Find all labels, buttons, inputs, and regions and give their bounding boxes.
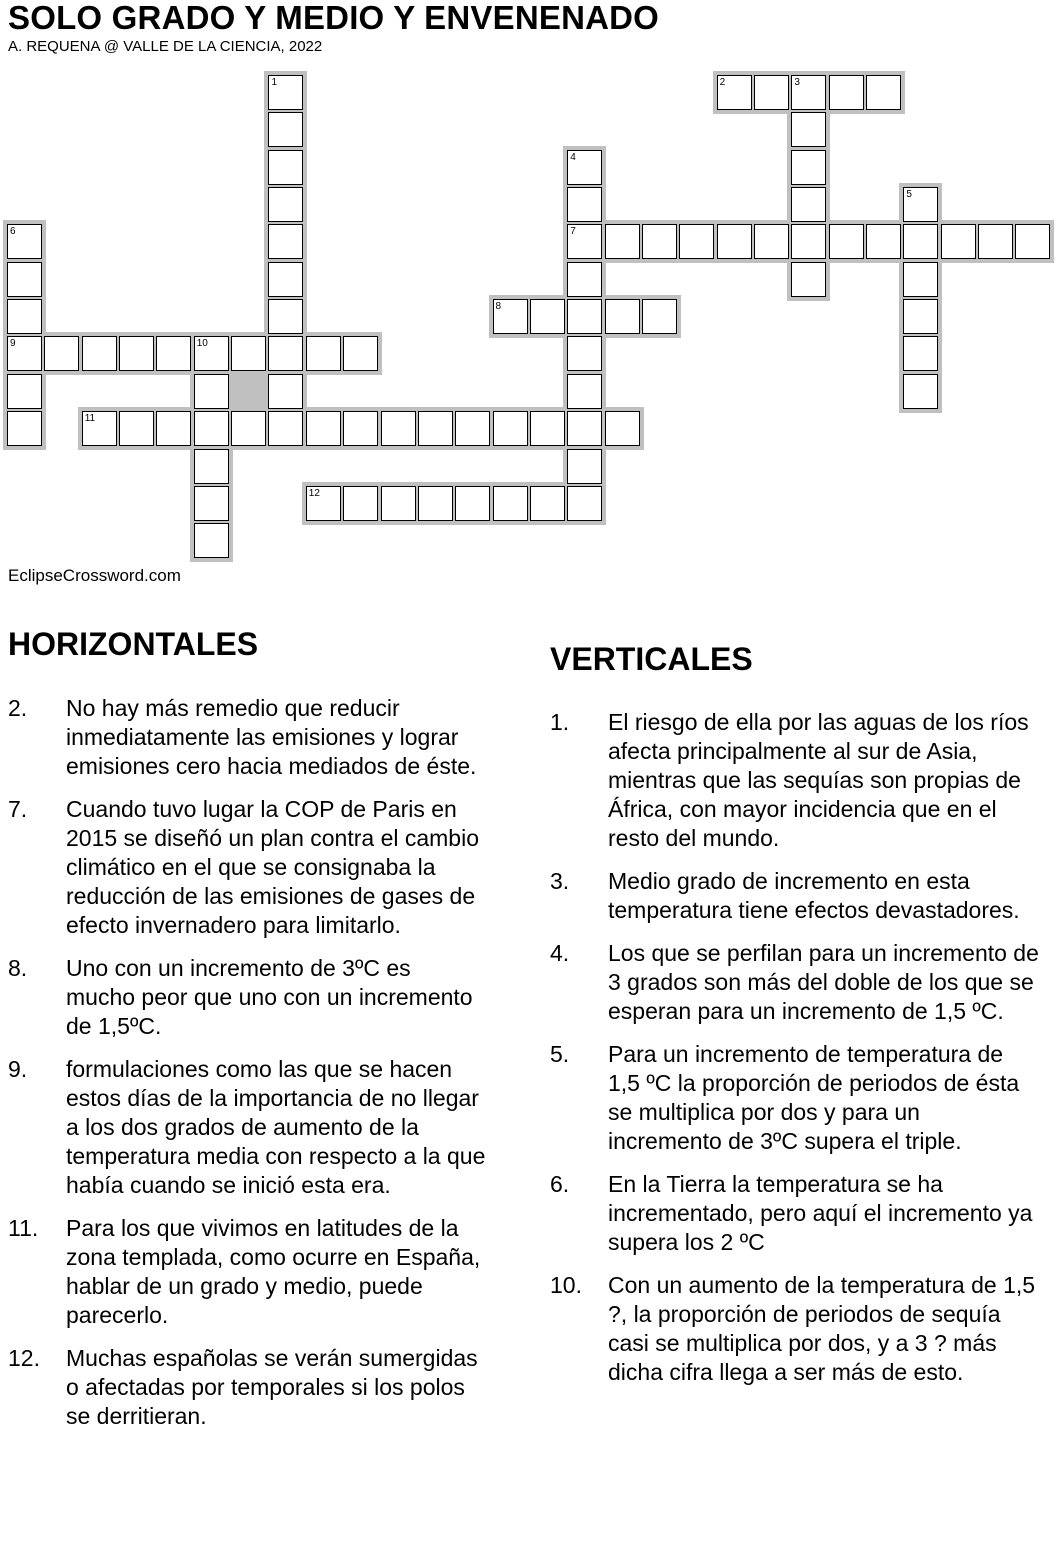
author-credit: A. REQUENA @ VALLE DE LA CIENCIA, 2022: [8, 38, 323, 55]
grid-cell[interactable]: [642, 299, 677, 334]
grid-cell[interactable]: [903, 299, 938, 334]
grid-cell[interactable]: [791, 224, 826, 259]
grid-cell[interactable]: [679, 224, 714, 259]
grid-cell[interactable]: [567, 150, 602, 185]
grid-cell[interactable]: [231, 336, 266, 371]
grid-cell[interactable]: [268, 75, 303, 110]
grid-cell[interactable]: [194, 523, 229, 558]
grid-cell[interactable]: [381, 411, 416, 446]
clue-across: [8, 1344, 486, 1431]
cell-number: 2: [719, 77, 726, 88]
grid-cell[interactable]: [44, 336, 79, 371]
clue-number: 4.: [550, 940, 570, 966]
cell-number: 8: [495, 301, 502, 313]
grid-cell[interactable]: [194, 449, 229, 484]
grid-cell[interactable]: [268, 187, 303, 222]
page-title: SOLO GRADO Y MEDIO Y ENVENENADO: [8, 0, 660, 36]
grid-cell[interactable]: [941, 224, 976, 259]
grid-cell[interactable]: [717, 224, 752, 259]
grid-cell[interactable]: [82, 336, 117, 371]
grid-cell[interactable]: [791, 112, 826, 147]
grid-cell[interactable]: [268, 112, 303, 147]
clue-text: No hay más remedio que reducir inmediatamente las emisiones y lograr emisiones cero hacia mediados de éste.: [66, 695, 477, 779]
clue-text: Medio grado de incremento en esta temperatura tiene efectos devastadores.: [608, 868, 1020, 923]
grid-cell[interactable]: [530, 486, 565, 521]
cell-number: 10: [196, 338, 208, 350]
cell-number: 9: [10, 338, 16, 350]
grid-cell[interactable]: [903, 224, 938, 259]
grid-cell[interactable]: [567, 411, 602, 446]
grid-cell[interactable]: [567, 224, 602, 259]
clue-text: Para los que vivimos en latitudes de la zona templada, como ocurre en España, hablar de un grado y medio, puede parecerlo.: [66, 1215, 481, 1328]
grid-cell[interactable]: [791, 150, 826, 185]
clue-number: 9.: [8, 1056, 28, 1082]
grid-cell[interactable]: [7, 336, 42, 371]
clue-number: 6.: [550, 1171, 570, 1197]
cell-number: 4: [570, 151, 576, 163]
grid-cell[interactable]: [156, 411, 191, 446]
crossword-grid: [0, 0, 1058, 570]
grid-cell[interactable]: [493, 299, 528, 334]
grid-cell[interactable]: [7, 411, 42, 446]
cell-number: 1: [271, 77, 277, 88]
grid-cell[interactable]: [978, 224, 1013, 259]
clue-down: [550, 1040, 1040, 1156]
horizontales-clue-list: [8, 694, 486, 1445]
grid-cell[interactable]: [754, 75, 789, 110]
grid-cell[interactable]: [455, 486, 490, 521]
clue-across: [8, 1214, 486, 1330]
clue-across: [8, 795, 486, 940]
grid-cell[interactable]: [866, 75, 901, 110]
grid-cell[interactable]: [343, 336, 378, 371]
cell-number: 6: [10, 226, 16, 238]
grid-cell[interactable]: [605, 224, 640, 259]
grid-cell[interactable]: [7, 224, 42, 259]
grid-cell[interactable]: [268, 374, 303, 409]
grid-cell[interactable]: [119, 336, 154, 371]
grid-cell[interactable]: [829, 224, 864, 259]
clue-down: [550, 1170, 1040, 1257]
grid-cell[interactable]: [343, 486, 378, 521]
clue-text: El riesgo de ella por las aguas de los ríos afecta principalmente al sur de Asia, mientras que las sequías son propias de África, con mayor incidencia que en el resto del mundo.: [608, 709, 1029, 851]
grid-cell[interactable]: [605, 411, 640, 446]
grid-cell[interactable]: [268, 411, 303, 446]
grid-cell[interactable]: [567, 187, 602, 222]
grid-cell[interactable]: [268, 262, 303, 297]
grid-cell[interactable]: [7, 262, 42, 297]
grid-cell[interactable]: [567, 486, 602, 521]
grid-cell[interactable]: [306, 411, 341, 446]
horizontales-heading: HORIZONTALES: [8, 626, 259, 662]
grid-cell[interactable]: [268, 224, 303, 259]
grid-cell[interactable]: [754, 224, 789, 259]
grid-cell[interactable]: [903, 187, 938, 222]
cell-number: 3: [794, 77, 800, 88]
grid-cell[interactable]: [194, 374, 229, 409]
clue-text: Cuando tuvo lugar la COP de Paris en 2015 se diseñó un plan contra el cambio climático en el que se consignaba la reducción de las emisiones de gases de efecto invernadero para limitarlo.: [66, 796, 480, 938]
grid-cell[interactable]: [567, 449, 602, 484]
grid-cell[interactable]: [791, 75, 826, 110]
grid-cell[interactable]: [268, 336, 303, 371]
clue-down: [550, 1271, 1040, 1387]
site-credit: EclipseCrossword.com: [8, 566, 181, 585]
grid-cell[interactable]: [567, 262, 602, 297]
grid-cell[interactable]: [493, 486, 528, 521]
grid-cell[interactable]: [493, 411, 528, 446]
grid-cell[interactable]: [567, 374, 602, 409]
grid-cell[interactable]: [605, 299, 640, 334]
clue-number: 2.: [8, 695, 28, 721]
grid-cell[interactable]: [306, 486, 341, 521]
grid-cell[interactable]: [156, 336, 191, 371]
grid-cell[interactable]: [231, 411, 266, 446]
clue-number: 10.: [550, 1272, 582, 1298]
grid-cell[interactable]: [418, 486, 453, 521]
grid-cell[interactable]: [7, 374, 42, 409]
clue-text: Con un aumento de la temperatura de 1,5 ?, la proporción de periodos de sequía casi se multiplica por dos, y a 3 ? más dicha cifra llega a ser más de esto.: [608, 1272, 1036, 1385]
clue-number: 7.: [8, 796, 28, 822]
grid-cell[interactable]: [1015, 224, 1050, 259]
clue-number: 8.: [8, 955, 28, 981]
verticales-heading: VERTICALES: [550, 641, 753, 677]
grid-cell[interactable]: [381, 486, 416, 521]
grid-cell[interactable]: [791, 262, 826, 297]
grid-cell[interactable]: [567, 336, 602, 371]
grid-blocked-cell: [230, 373, 267, 410]
clue-number: 1.: [550, 709, 570, 735]
clue-down: [550, 708, 1040, 853]
clue-down: [550, 867, 1040, 925]
grid-cell[interactable]: [7, 299, 42, 334]
clue-text: Uno con un incremento de 3ºC es mucho peor que uno con un incremento de 1,5ºC.: [66, 955, 473, 1039]
grid-cell[interactable]: [455, 411, 490, 446]
clue-across: [8, 1055, 486, 1200]
grid-cell[interactable]: [194, 486, 229, 521]
clue-number: 12.: [8, 1345, 40, 1371]
clue-number: 3.: [550, 868, 570, 894]
grid-cell[interactable]: [791, 187, 826, 222]
grid-cell[interactable]: [194, 411, 229, 446]
grid-cell[interactable]: [642, 224, 677, 259]
verticales-clue-list: [550, 708, 1040, 1401]
cell-number: 7: [570, 226, 576, 238]
cell-number: 12: [308, 487, 320, 499]
grid-cell[interactable]: [903, 374, 938, 409]
grid-cell[interactable]: [418, 411, 453, 446]
clue-across: [8, 694, 486, 781]
cell-number: 5: [906, 189, 912, 201]
cell-number: 11: [84, 413, 96, 425]
grid-cell[interactable]: [866, 224, 901, 259]
grid-cell[interactable]: [903, 262, 938, 297]
grid-cell[interactable]: [530, 299, 565, 334]
grid-cell[interactable]: [903, 336, 938, 371]
clue-down: [550, 939, 1040, 1026]
grid-cell[interactable]: [530, 411, 565, 446]
clue-text: formulaciones como las que se hacen estos días de la importancia de no llegar a los dos grados de aumento de la temperatura media con respecto a la que había cuando se inició esta era.: [66, 1056, 486, 1198]
clue-number: 11.: [8, 1215, 39, 1241]
clue-text: Los que se perfilan para un incremento de 3 grados son más del doble de los que se esperan para un incremento de 1,5 ºC.: [608, 940, 1039, 1024]
grid-cell[interactable]: [717, 75, 752, 110]
clue-text: En la Tierra la temperatura se ha incrementado, pero aquí el incremento ya supera los 2 ºC: [608, 1171, 1033, 1255]
grid-cell[interactable]: [829, 75, 864, 110]
clue-across: [8, 954, 486, 1041]
clue-text: Para un incremento de temperatura de 1,5 ºC la proporción de periodos de ésta se multiplica por dos y para un incremento de 3ºC supera el triple.: [608, 1041, 1020, 1154]
grid-cell[interactable]: [268, 299, 303, 334]
grid-cell[interactable]: [343, 411, 378, 446]
clue-text: Muchas españolas se verán sumergidas o afectadas por temporales si los polos se derritieran.: [66, 1345, 478, 1429]
grid-cell[interactable]: [82, 411, 117, 446]
grid-cell[interactable]: [567, 299, 602, 334]
clue-number: 5.: [550, 1041, 570, 1067]
grid-cell[interactable]: [194, 336, 229, 371]
grid-cell[interactable]: [306, 336, 341, 371]
grid-cell[interactable]: [119, 411, 154, 446]
grid-cell[interactable]: [268, 150, 303, 185]
